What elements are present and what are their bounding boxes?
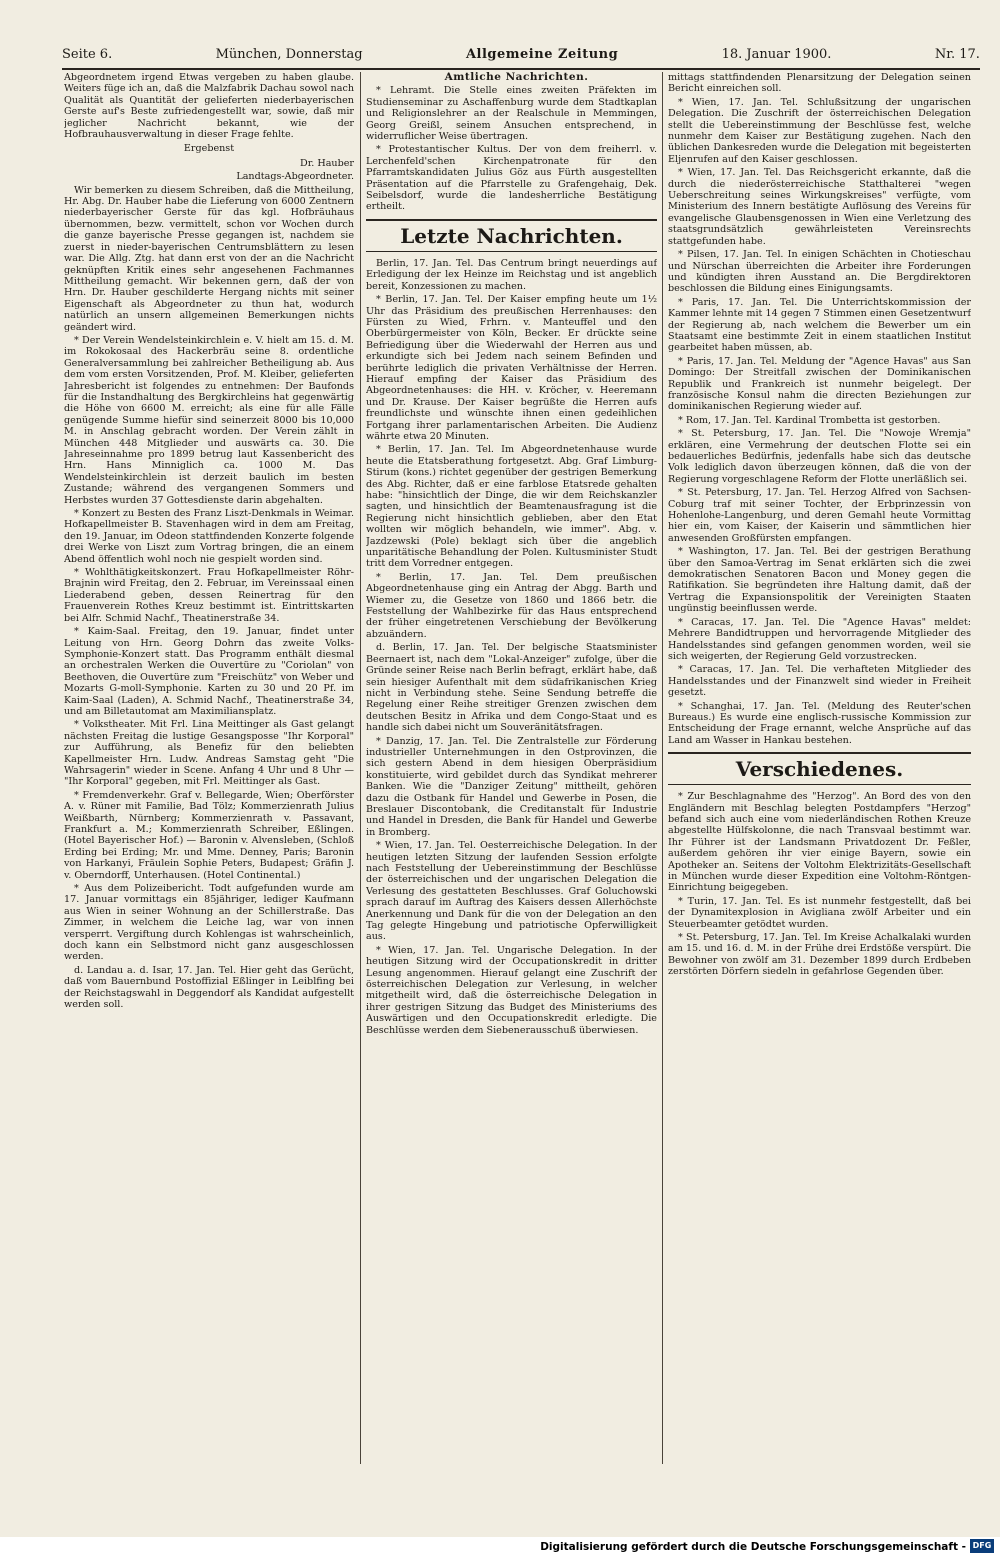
article-paragraph: * Konzert zu Besten des Franz Liszt-Denkmals in Weimar. Hofkapellmeister B. Stavenhagen wird in dem am Freitag, den 19. Januar, im Odeon stattfindenden Konzerte folgende drei Werke von Liszt zum Vortrag bringen, die an einem Abend öffentlich wohl noch nie gespielt worden sind. bbox=[64, 508, 354, 565]
signature-title: Landtags-Abgeordneter. bbox=[236, 171, 354, 183]
column-1 bbox=[64, 72, 354, 1466]
article-paragraph: Wir bemerken zu diesem Schreiben, daß die Mittheilung, Hr. Abg. Dr. Hauber habe die Lieferung von 6000 Zentnern niederbayerischer Gerste für das kgl. Hofbräuhaus übernommen, bezw. vermittelt, schon vor Wochen durch die ganze bayerische Presse gegangen ist, nachdem sie zuerst in nieder-bayerischen Centrumsblättern zu lesen war. Die Allg. Ztg. hat dann erst von der an die Nachricht geknüpften Kritik eines sehr angesehenen Fachmannes Mittheilung gemacht. Wir bekennen gern, daß der von Hrn. Dr. Hauber geschilderte Hergang nichts mit seiner Eigenschaft als Abgeordneter zu thun hat, wodurch natürlich an unsern allgemeinen Bemerkungen nichts geändert wird. bbox=[64, 184, 354, 333]
article-paragraph: Abgeordnetem irgend Etwas vergeben zu haben glaube. Weiters füge ich an, daß die Malzfabrik Dachau sowol nach Qualität als Quantität der gelieferten niederbayerischen Gerste auf's Beste zufriedengestellt war, sowie, daß mir jeglicher Nachricht bekannt, wie der Hofbrauhausverwaltung in dieser Frage fehlte. bbox=[64, 72, 354, 141]
news-item: * St. Petersburg, 17. Jan. Tel. Herzog Alfred von Sachsen-Coburg traf mit seiner Tochter, der Erbprinzessin von Hohenlohe-Langenburg, und deren Gemahl heute Vormittag hier ein, vom Kaiser, der Kaiserin und sämmtlichen hier anwesenden Großfürsten empfangen. bbox=[668, 487, 971, 544]
news-item: * Paris, 17. Jan. Tel. Meldung der "Agence Havas" aus San Domingo: Der Streitfall zwischen der Dominikanischen Republik und Frankreich ist nunmehr beigelegt. Der französische Konsul nahm die directen Beziehungen zur dominikanischen Regierung wieder auf. bbox=[668, 355, 971, 413]
news-item: * Paris, 17. Jan. Tel. Die Unterrichtskommission der Kammer lehnte mit 14 gegen 7 Stimmen einen Gesetzentwurf der Regierung ab, nach welchem die Bewerber um ein Staatsamt eine bestimmte Zeit in einem staatlichen Institut gearbeitet haben müssen, ab. bbox=[668, 296, 971, 354]
section-heading-amtlich: Amtliche Nachrichten. bbox=[444, 72, 589, 83]
news-item: * Wien, 17. Jan. Tel. Ungarische Delegation. In der heutigen Sitzung wird der Occupationskredit in dritter Lesung angenommen. Hierauf gelangt eine Zuschrift der österreichischen Delegation zur Verlesung, in welcher mitgetheilt wird, daß die österreichische Delegation in ihrer gestrigen Sitzung das Budget des Ministeriums des Auswärtigen und den Occupationskredit erledigte. Die Beschlüsse werden dem Siebenerausschuß überwiesen. bbox=[366, 944, 657, 1036]
news-item: * Turin, 17. Jan. Tel. Es ist nunmehr festgestellt, daß bei der Dynamitexplosion in Avigliana zwölf Arbeiter und ein Steuerbeamter getödtet wurden. bbox=[668, 895, 971, 930]
news-item: Berlin, 17. Jan. Tel. Das Centrum bringt neuerdings auf Erledigung der lex Heinze im Reichstag und ist angeblich bereit, Konzessionen zu machen. bbox=[366, 257, 657, 292]
signature-name: Dr. Hauber bbox=[300, 157, 354, 169]
signature-line: Ergebenst bbox=[183, 143, 235, 155]
section-heading-verschiedenes: Verschiedenes. bbox=[668, 752, 971, 785]
news-item: * Washington, 17. Jan. Tel. Bei der gestrigen Berathung über den Samoa-Vertrag im Senat erklärten sich die zwei demokratischen Senatoren Bacon und Money gegen die Ratifikation. Sie begründeten ihre Haltung damit, daß der Vertrag die Expansionspolitik der Vereinigten Staaten ungünstig beeinflussen werde. bbox=[668, 546, 971, 615]
page-header bbox=[62, 44, 980, 70]
dfg-logo: DFG bbox=[970, 1539, 994, 1553]
news-item: * Schanghai, 17. Jan. Tel. (Meldung des Reuter'schen Bureaus.) Es wurde eine englisch-russische Kommission zur Entscheidung der Frage ernannt, welche Ansprüche auf das Land am Wasser in Hankau bestehen. bbox=[668, 700, 971, 746]
column-3 bbox=[668, 72, 971, 1466]
news-item: * Caracas, 17. Jan. Tel. Die "Agence Havas" meldet: Mehrere Bandidtruppen und hervorragende Mitglieder des Handelsstandes sind gefangen genommen worden, weil sie sich weigerten, der Regierung Geld vorzustrecken. bbox=[668, 616, 971, 662]
article-paragraph: * Der Verein Wendelsteinkirchlein e. V. hielt am 15. d. M. im Rokokosaal des Hackerbräu seine 8. ordentliche Generalversammlung bei zahlreicher Betheiligung ab. Aus dem vom ersten Vorsitzenden, Prof. M. Kleiber, gelieferten Jahresbericht ist folgendes zu entnehmen: Der Baufonds für die Instandhaltung des Bergkirchleins hat gegenwärtig die Höhe von 6600 M. erreicht; als eine für alle Fälle genügende Summe hiefür sind seinerzeit 8000 bis 10,000 M. in Anschlag gebracht worden. Der Verein zählt in München 448 Mitglieder und auswärts ca. 30. Die Jahreseinnahme pro 1899 betrug laut Kassenbericht des Hrn. Hans Minniglich ca. 1000 M. Das Wendelsteinkirchlein ist derzeit baulich im besten Zustande; während des vergangenen Sommers und Herbstes wurden 37 Gottesdienste darin abgehalten. bbox=[64, 334, 354, 506]
news-item: * Berlin, 17. Jan. Tel. Der Kaiser empfing heute um 1½ Uhr das Präsidium des preußischen Herrenhauses: den Fürsten zu Wied, Frhrn. v. Manteuffel und den Oberbürgermeister von Köln, Becker. Er drückte seine Befriedigung über die Wiederwahl der Herren aus und erkundigte sich bei Jedem nach seinem Befinden und berührte lediglich die privaten Verhältnisse der Herren. Hierauf empfing der Kaiser das Präsidium des Abgeordnetenhauses: die HH. v. Kröcher, v. Heeremann und Dr. Krause. Der Kaiser begrüßte die Herren aufs freundlichste und wünschte ihnen einen gedeihlichen Fortgang ihrer parlamentarischen Arbeiten. Die Audienz währte etwa 20 Minuten. bbox=[366, 294, 657, 442]
article-paragraph: * Wohlthätigkeitskonzert. Frau Hofkapellmeister Röhr-Brajnin wird Freitag, den 2. Februar, im Vereinssaal einen Liederabend geben, dessen Reinertrag für den Frauenverein Rothes Kreuz bestimmt ist. Eintrittskarten bei Alfr. Schmid Nachf., Theatinerstraße 34. bbox=[64, 567, 354, 624]
news-item: * Zur Beschlagnahme des "Herzog". An Bord des von den Engländern mit Beschlag belegten Postdampfers "Herzog" befand sich auch eine vom niederländischen Rothen Kreuze abgestellte Hülfskolonne, die nach Transvaal bestimmt war. Ihr Führer ist der Landsmann Privatdozent Dr. Feßler, außerdem gehören ihr vier einige Bayern, sowie ein Apotheker an. Seitens der Voltohm Elektrizitäts-Gesellschaft in München wurde dieser Expedition eine Voltohm-Röntgen-Einrichtung beigegeben. bbox=[668, 791, 971, 894]
news-item: * Pilsen, 17. Jan. Tel. In einigen Schächten in Chotieschau und Nürschan überreichten die Arbeiter ihre Forderungen und kündigten ihren Ausstand an. Die Bergdirektoren beschlossen die Bildung eines Einigungsamts. bbox=[668, 249, 971, 295]
news-item: * Caracas, 17. Jan. Tel. Die verhafteten Mitglieder des Handelsstandes und der Finanzwelt sind wieder in Freiheit gesetzt. bbox=[668, 664, 971, 699]
news-item: * Berlin, 17. Jan. Tel. Dem preußischen Abgeordnetenhause ging ein Antrag der Abgg. Barth und Wiemer zu, die Gesetze von 1860 und 1866 betr. die Feststellung der Wahlbezirke für das Haus entsprechend der früher eingetretenen Verschiebung der Bevölkerung abzuändern. bbox=[366, 571, 657, 640]
news-item: * Danzig, 17. Jan. Tel. Die Zentralstelle zur Förderung industrieller Unternehmungen in den Ostprovinzen, die sich gestern Abend in dem hiesigen Oberpräsidium konstituierte, wird gebildet durch das Syndikat mehrerer Banken. Wie die "Danziger Zeitung" mittheilt, gehören dazu die Ostbank für Handel und Gewerbe in Posen, die Breslauer Discontobank, die Creditanstalt für Industrie und Handel in Dresden, die Bank für Handel und Gewerbe in Bromberg. bbox=[366, 735, 657, 838]
digitization-credit: Digitalisierung gefördert durch die Deutsche Forschungsgemeinschaft - bbox=[540, 1541, 966, 1553]
news-item: * Wien, 17. Jan. Tel. Das Reichsgericht erkannte, daß die durch die niederösterreichische Statthalterei "wegen Ueberschreitung seines Wirkungskreises" verfügte, vom Ministerium des Innern bestätigte Auflösung des Vereins für evangelische Glaubensgenossen in Wien eine Verletzung des staatsgrundsätzlich gewährleisteten Vereinsrechts stattgefunden habe. bbox=[668, 167, 971, 247]
news-item: * Rom, 17. Jan. Tel. Kardinal Trombetta ist gestorben. bbox=[678, 414, 941, 426]
article-paragraph: d. Landau a. d. Isar, 17. Jan. Tel. Hier geht das Gerücht, daß vom Bauernbund Postoffizial Eßlinger in Leiblfing bei der Reichstagswahl in Deggendorf als Kandidat aufgestellt werden soll. bbox=[64, 964, 354, 1011]
page-number: Seite 6. bbox=[62, 46, 113, 62]
news-item: * Wien, 17. Jan. Tel. Schlußsitzung der ungarischen Delegation. Die Zuschrift der österreichischen Delegation stellt die Uebereinstimmung der Beschlüsse fest, welche nunmehr dem Kaiser zur Bestätigung zugehen. Nach den üblichen Dankesreden wurde die Delegation mit begeisterten Eljenrufen auf den Kaiser geschlossen. bbox=[668, 96, 971, 165]
news-item: * St. Petersburg, 17. Jan. Tel. Im Kreise Achalkalaki wurden am 15. und 16. d. M. in der Frühe drei Erdstöße verspürt. Die Bewohner von zwölf am 31. Dezember 1899 durch Erdbeben zerstörten Dörfern siedeln in gefahrlose Gegenden über. bbox=[668, 932, 971, 978]
column-divider-2 bbox=[662, 72, 663, 1464]
article-paragraph: * Volkstheater. Mit Frl. Lina Meittinger als Gast gelangt nächsten Freitag die lustige Gesangsposse "Ihr Korporal" zur Aufführung, als Benefiz für den beliebten Kapellmeister Hrn. Ludw. Andreas Samstag geht "Die Wahrsagerin" wieder in Scene. Anfang 4 Uhr und 8 Uhr — "Ihr Korporal" gegeben, mit Frl. Meittinger als Gast. bbox=[64, 719, 354, 788]
news-item: mittags stattfindenden Plenarsitzung der Delegation seinen Bericht einreichen soll. bbox=[668, 72, 971, 95]
news-item: * St. Petersburg, 17. Jan. Tel. Die "Nowoje Wremja" erklären, eine Vermehrung der deutschen Flotte sei ein bedauerliches Bedürfnis, jedenfalls habe sich das deutsche Volk lediglich davon überzeugen können, daß die von der Regierung vorgeschlagene Reform der Flotte unerläßlich sei. bbox=[668, 428, 971, 485]
issue-number: Nr. 17. bbox=[934, 46, 980, 62]
newspaper-title: Allgemeine Zeitung bbox=[465, 46, 619, 62]
article-paragraph: * Aus dem Polizeibericht. Todt aufgefunden wurde am 17. Januar vormittags ein 85jähriger, lediger Kaufmann aus Wien in seiner Wohnung an der Schillerstraße. Das Zimmer, in welchem die Leiche lag, war von innen versperrt. Vergiftung durch Kohlengas ist wahrscheinlich, doch kann ein Selbstmord nicht ganz ausgeschlossen werden. bbox=[64, 883, 354, 963]
issue-date: 18. Januar 1900. bbox=[721, 46, 832, 62]
section-heading-letzte-nachrichten: Letzte Nachrichten. bbox=[366, 219, 657, 252]
place-date: München, Donnerstag bbox=[215, 46, 363, 62]
news-item: * Wien, 17. Jan. Tel. Oesterreichische Delegation. In der heutigen letzten Sitzung der laufenden Session erfolgte nach Feststellung der Uebereinstimmung der Beschlüsse der österreichischen und der ungarischen Delegation die Verlesung des gestatteten Beschlusses. Graf Goluchowski sprach darauf im Auftrag des Kaisers dessen Allerhöchste Anerkennung und Dank für die von der Delegation an den Tag gelegte Hingebung und patriotische Opferwilligkeit aus. bbox=[366, 840, 657, 943]
column-divider-1 bbox=[360, 72, 361, 1464]
news-item: d. Berlin, 17. Jan. Tel. Der belgische Staatsminister Beernaert ist, nach dem "Lokal-Anzeiger" zufolge, über die Gründe seiner Reise nach Berlin befragt, erklärt habe, daß sein hiesiger Aufenthalt mit dem südafrikanischen Krieg nicht in Verbindung stehe. Seine Sendung betreffe die Regelung einer Reihe streitiger Grenzen zwischen dem deutschen Besitz in Afrika und dem Congo-Staat und es handle sich dabei nicht um Souveränitätsfragen. bbox=[366, 642, 657, 734]
article-paragraph: * Lehramt. Die Stelle eines zweiten Präfekten im Studienseminar zu Aschaffenburg wurde dem Stadtkaplan und Religionslehrer an der Realschule in Memmingen, Georg Greißl, seinem Ansuchen entsprechend, in widerruflicher Weise übertragen. bbox=[366, 85, 657, 143]
column-2 bbox=[366, 72, 657, 1466]
news-item: * Berlin, 17. Jan. Tel. Im Abgeordnetenhause wurde heute die Etatsberathung fortgesetzt. Abg. Graf Limburg-Stirum (kons.) richtet gegenüber der gestrigen Bemerkung des Abg. Richter, daß er eine farblose Etatsrede gehalten habe: "hinsichtlich der Dinge, die wir dem Reichskanzler sagten, und hinsichtlich der Beamtenausfragung ist die Regierung nicht hinsichtlich geblieben, aber den Etat wollten wir möglich behandeln, wie immer". Abg. v. Jazdzewski (Pole) beklagt sich über die angeblich unparitätische Behandlung der Polen. Kultusminister Studt tritt dem Vorredner entgegen. bbox=[366, 444, 657, 570]
article-paragraph: * Protestantischer Kultus. Der von dem freiherrl. v. Lerchenfeld'schen Kirchenpatronate für den Pfarramtskandidaten Julius Göz aus Fürth ausgestellten Präsentation auf die Pfarrstelle zu Grafengehaig, Dek. Seibelsdorf, wurde die landesherrliche Bestätigung ertheilt. bbox=[366, 144, 657, 213]
article-paragraph: * Kaim-Saal. Freitag, den 19. Januar, findet unter Leitung von Hrn. Georg Dohrn das zweite Volks-Symphonie-Konzert statt. Das Programm enthält diesmal an orchestralen Werken die Ouvertüre zu "Coriolan" von Beethoven, die Ouvertüre zum "Freischütz" von Weber und Mozarts G-moll-Symphonie. Karten zu 30 und 20 Pf. im Kaim-Saal (Laden), A. Schmid Nachf., Theatinerstraße 34, und am Billetautomat am Maximiliansplatz. bbox=[64, 626, 354, 717]
article-paragraph: * Fremdenverkehr. Graf v. Bellegarde, Wien; Oberförster A. v. Rüner mit Familie, Bad Tölz; Kommerzienrath Julius Weißbarth, Nürnberg; Kommerzienrath v. Passavant, Frankfurt a. M.; Kommerzienrath Schreiber, Eßlingen. (Hotel Bayerischer Hof.) — Baronin v. Alvensleben, (Schloß Erding bei Erding; Mr. und Mme. Denney, Paris; Baronin von Harkanyi, Fräulein Sophie Peters, Budapest; Gräfin J. v. Oberndorff, Unterhausen. (Hotel Continental.) bbox=[64, 789, 354, 881]
